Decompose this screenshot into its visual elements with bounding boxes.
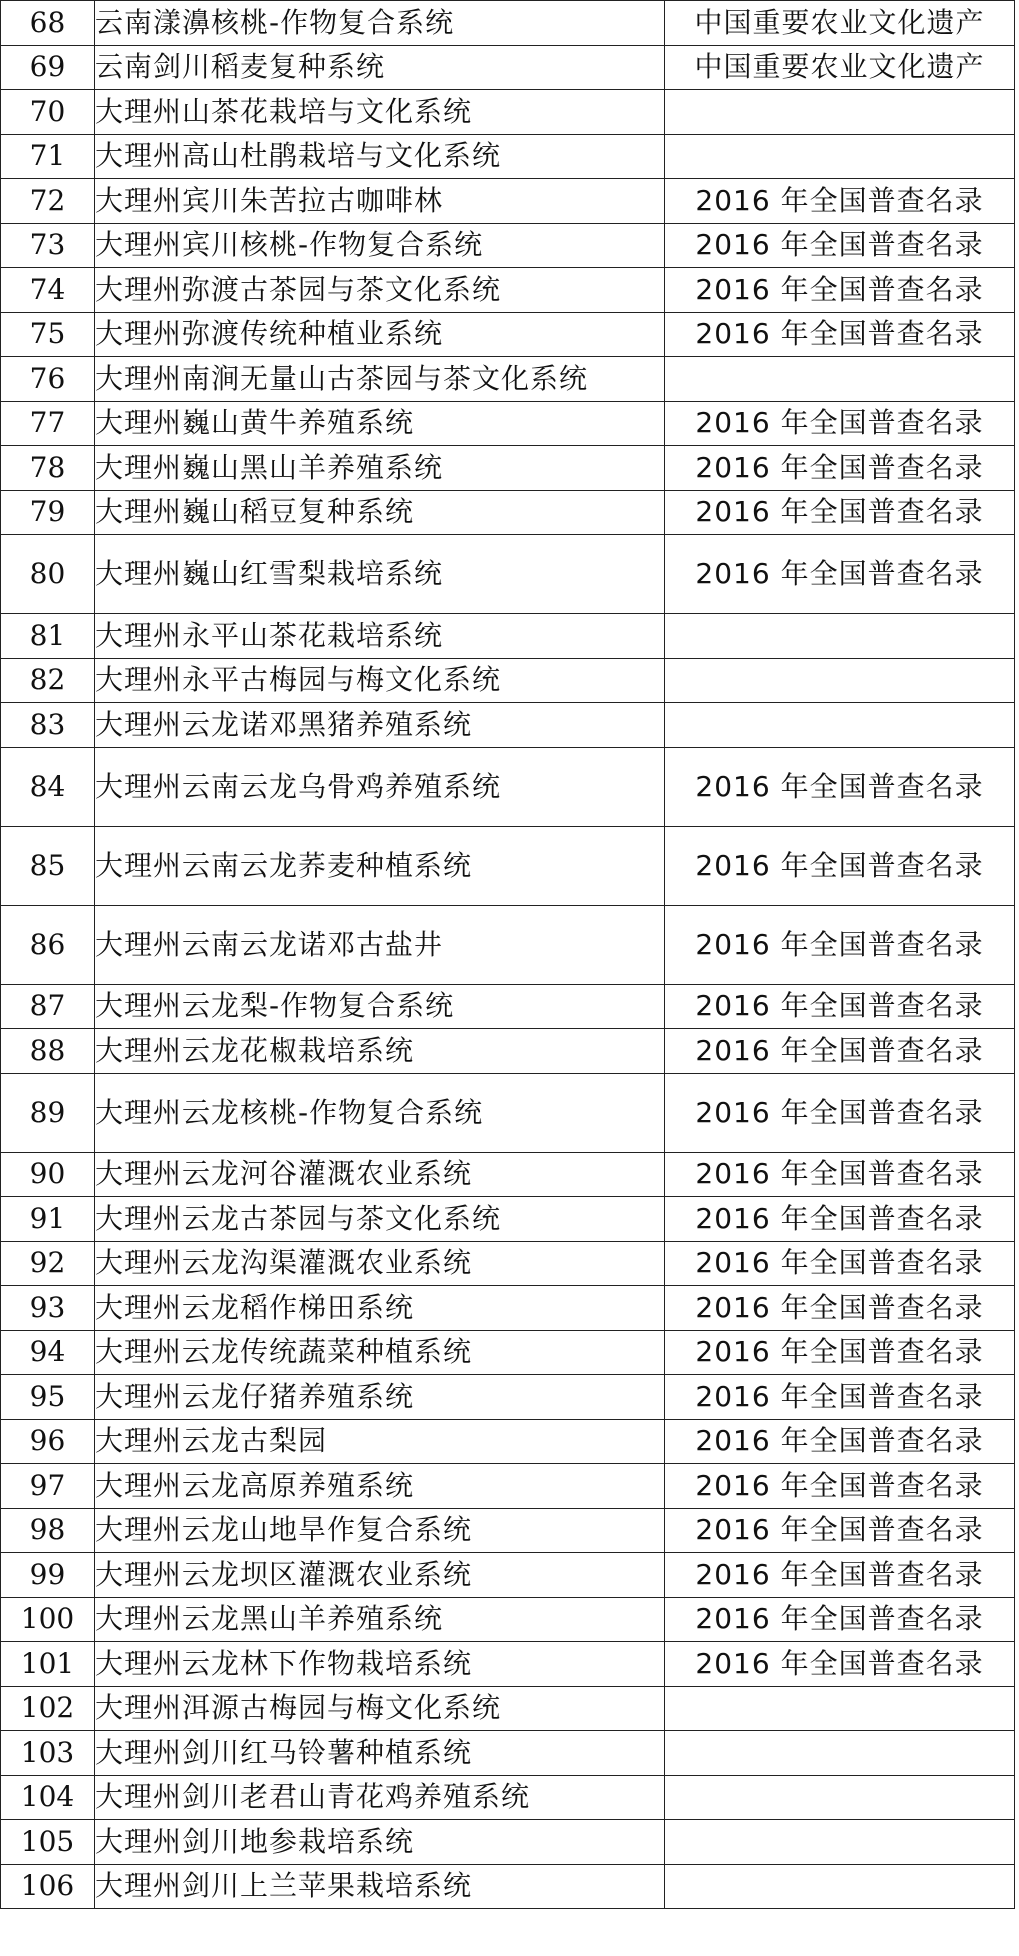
status-cell: 2016 年全国普查名录 <box>665 1197 1015 1242</box>
status-cell <box>665 703 1015 748</box>
table-row <box>1 1642 1015 1687</box>
system-name-cell: 大理州云南云龙荞麦种植系统 <box>95 826 665 905</box>
row-number-cell: 72 <box>1 179 95 224</box>
system-name-cell: 大理州云龙高原养殖系统 <box>95 1464 665 1509</box>
system-name-cell: 大理州巍山黄牛养殖系统 <box>95 401 665 446</box>
table-row <box>1 1 1015 46</box>
row-number-cell: 76 <box>1 357 95 402</box>
row-number-cell: 71 <box>1 134 95 179</box>
row-number-cell: 80 <box>1 535 95 614</box>
row-number-cell: 96 <box>1 1419 95 1464</box>
status-cell: 2016 年全国普查名录 <box>665 1073 1015 1152</box>
table-row <box>1 1553 1015 1598</box>
row-number-cell: 106 <box>1 1864 95 1909</box>
status-cell: 2016 年全国普查名录 <box>665 401 1015 446</box>
table-row <box>1 134 1015 179</box>
table-row <box>1 268 1015 313</box>
table-row <box>1 984 1015 1029</box>
row-number-cell: 73 <box>1 223 95 268</box>
row-number-cell: 100 <box>1 1597 95 1642</box>
row-number-cell: 102 <box>1 1686 95 1731</box>
status-cell <box>665 357 1015 402</box>
table-row <box>1 1775 1015 1820</box>
table-row <box>1 1508 1015 1553</box>
row-number-cell: 82 <box>1 658 95 703</box>
status-cell <box>665 1820 1015 1865</box>
row-number-cell: 99 <box>1 1553 95 1598</box>
row-number-cell: 87 <box>1 984 95 1029</box>
row-number-cell: 81 <box>1 614 95 659</box>
system-name-cell: 大理州云龙黑山羊养殖系统 <box>95 1597 665 1642</box>
table-row <box>1 401 1015 446</box>
table-row <box>1 1029 1015 1074</box>
system-name-cell: 大理州云龙古茶园与茶文化系统 <box>95 1197 665 1242</box>
status-cell: 2016 年全国普查名录 <box>665 1029 1015 1074</box>
status-cell: 2016 年全国普查名录 <box>665 1553 1015 1598</box>
table-row <box>1 535 1015 614</box>
table-row <box>1 223 1015 268</box>
row-number-cell: 88 <box>1 1029 95 1074</box>
status-cell: 2016 年全国普查名录 <box>665 905 1015 984</box>
system-name-cell: 大理州巍山红雪梨栽培系统 <box>95 535 665 614</box>
table-row <box>1 45 1015 90</box>
table-row <box>1 1330 1015 1375</box>
status-cell: 2016 年全国普查名录 <box>665 535 1015 614</box>
system-name-cell: 大理州弥渡古茶园与茶文化系统 <box>95 268 665 313</box>
table-row <box>1 90 1015 135</box>
row-number-cell: 95 <box>1 1375 95 1420</box>
status-cell: 2016 年全国普查名录 <box>665 1241 1015 1286</box>
system-name-cell: 大理州山茶花栽培与文化系统 <box>95 90 665 135</box>
row-number-cell: 85 <box>1 826 95 905</box>
status-cell: 2016 年全国普查名录 <box>665 1464 1015 1509</box>
table-row <box>1 1375 1015 1420</box>
row-number-cell: 77 <box>1 401 95 446</box>
system-name-cell: 大理州永平山茶花栽培系统 <box>95 614 665 659</box>
system-name-cell: 大理州巍山稻豆复种系统 <box>95 490 665 535</box>
row-number-cell: 79 <box>1 490 95 535</box>
table-row <box>1 179 1015 224</box>
status-cell: 2016 年全国普查名录 <box>665 1152 1015 1197</box>
status-cell <box>665 614 1015 659</box>
system-name-cell: 云南漾濞核桃-作物复合系统 <box>95 1 665 46</box>
row-number-cell: 103 <box>1 1731 95 1776</box>
system-name-cell: 大理州云龙坝区灌溉农业系统 <box>95 1553 665 1598</box>
status-cell <box>665 658 1015 703</box>
table-row <box>1 446 1015 491</box>
row-number-cell: 101 <box>1 1642 95 1687</box>
status-cell: 2016 年全国普查名录 <box>665 1508 1015 1553</box>
status-cell <box>665 1686 1015 1731</box>
table-row <box>1 357 1015 402</box>
status-cell: 2016 年全国普查名录 <box>665 826 1015 905</box>
status-cell: 2016 年全国普查名录 <box>665 490 1015 535</box>
system-name-cell: 大理州高山杜鹃栽培与文化系统 <box>95 134 665 179</box>
table-row <box>1 1597 1015 1642</box>
system-name-cell: 大理州云龙传统蔬菜种植系统 <box>95 1330 665 1375</box>
table-row <box>1 747 1015 826</box>
table-row <box>1 1820 1015 1865</box>
status-cell: 2016 年全国普查名录 <box>665 1597 1015 1642</box>
status-cell <box>665 1775 1015 1820</box>
row-number-cell: 83 <box>1 703 95 748</box>
status-cell: 2016 年全国普查名录 <box>665 1375 1015 1420</box>
table-row <box>1 1864 1015 1909</box>
status-cell <box>665 1864 1015 1909</box>
system-name-cell: 大理州云龙河谷灌溉农业系统 <box>95 1152 665 1197</box>
system-name-cell: 云南剑川稻麦复种系统 <box>95 45 665 90</box>
row-number-cell: 86 <box>1 905 95 984</box>
row-number-cell: 78 <box>1 446 95 491</box>
system-name-cell: 大理州云南云龙乌骨鸡养殖系统 <box>95 747 665 826</box>
system-name-cell: 大理州云龙梨-作物复合系统 <box>95 984 665 1029</box>
status-cell: 2016 年全国普查名录 <box>665 747 1015 826</box>
table-row <box>1 1419 1015 1464</box>
status-cell <box>665 1731 1015 1776</box>
row-number-cell: 93 <box>1 1286 95 1331</box>
table-row <box>1 703 1015 748</box>
system-name-cell: 大理州云龙沟渠灌溉农业系统 <box>95 1241 665 1286</box>
system-name-cell: 大理州云龙林下作物栽培系统 <box>95 1642 665 1687</box>
status-cell <box>665 134 1015 179</box>
system-name-cell: 大理州巍山黑山羊养殖系统 <box>95 446 665 491</box>
system-name-cell: 大理州云南云龙诺邓古盐井 <box>95 905 665 984</box>
system-name-cell: 大理州云龙古梨园 <box>95 1419 665 1464</box>
status-cell <box>665 90 1015 135</box>
table-row <box>1 1464 1015 1509</box>
table-row <box>1 614 1015 659</box>
row-number-cell: 84 <box>1 747 95 826</box>
row-number-cell: 75 <box>1 312 95 357</box>
table-row <box>1 1731 1015 1776</box>
status-cell: 2016 年全国普查名录 <box>665 1286 1015 1331</box>
status-cell: 2016 年全国普查名录 <box>665 312 1015 357</box>
status-cell: 2016 年全国普查名录 <box>665 179 1015 224</box>
system-name-cell: 大理州云龙山地旱作复合系统 <box>95 1508 665 1553</box>
status-cell: 2016 年全国普查名录 <box>665 1642 1015 1687</box>
row-number-cell: 68 <box>1 1 95 46</box>
table-row <box>1 1241 1015 1286</box>
row-number-cell: 97 <box>1 1464 95 1509</box>
system-name-cell: 大理州云龙花椒栽培系统 <box>95 1029 665 1074</box>
status-cell: 2016 年全国普查名录 <box>665 984 1015 1029</box>
system-name-cell: 大理州永平古梅园与梅文化系统 <box>95 658 665 703</box>
table-body <box>1 1 1015 1909</box>
row-number-cell: 74 <box>1 268 95 313</box>
status-cell: 2016 年全国普查名录 <box>665 446 1015 491</box>
system-name-cell: 大理州剑川红马铃薯种植系统 <box>95 1731 665 1776</box>
table-row <box>1 905 1015 984</box>
status-cell: 2016 年全国普查名录 <box>665 223 1015 268</box>
status-cell: 中国重要农业文化遗产 <box>665 45 1015 90</box>
status-cell: 2016 年全国普查名录 <box>665 1419 1015 1464</box>
row-number-cell: 91 <box>1 1197 95 1242</box>
row-number-cell: 105 <box>1 1820 95 1865</box>
table-row <box>1 1152 1015 1197</box>
system-name-cell: 大理州剑川上兰苹果栽培系统 <box>95 1864 665 1909</box>
system-name-cell: 大理州云龙核桃-作物复合系统 <box>95 1073 665 1152</box>
row-number-cell: 90 <box>1 1152 95 1197</box>
row-number-cell: 70 <box>1 90 95 135</box>
row-number-cell: 69 <box>1 45 95 90</box>
row-number-cell: 104 <box>1 1775 95 1820</box>
system-name-cell: 大理州剑川老君山青花鸡养殖系统 <box>95 1775 665 1820</box>
status-cell: 2016 年全国普查名录 <box>665 268 1015 313</box>
table-row <box>1 658 1015 703</box>
system-name-cell: 大理州南涧无量山古茶园与茶文化系统 <box>95 357 665 402</box>
status-cell: 中国重要农业文化遗产 <box>665 1 1015 46</box>
row-number-cell: 94 <box>1 1330 95 1375</box>
system-name-cell: 大理州云龙诺邓黑猪养殖系统 <box>95 703 665 748</box>
row-number-cell: 89 <box>1 1073 95 1152</box>
row-number-cell: 92 <box>1 1241 95 1286</box>
table-row <box>1 826 1015 905</box>
table-row <box>1 1073 1015 1152</box>
table-row <box>1 1197 1015 1242</box>
table-row <box>1 1686 1015 1731</box>
table-row <box>1 312 1015 357</box>
system-name-cell: 大理州洱源古梅园与梅文化系统 <box>95 1686 665 1731</box>
table-row <box>1 1286 1015 1331</box>
system-name-cell: 大理州宾川核桃-作物复合系统 <box>95 223 665 268</box>
table-row <box>1 490 1015 535</box>
status-cell: 2016 年全国普查名录 <box>665 1330 1015 1375</box>
system-name-cell: 大理州宾川朱苦拉古咖啡林 <box>95 179 665 224</box>
system-name-cell: 大理州剑川地参栽培系统 <box>95 1820 665 1865</box>
system-name-cell: 大理州弥渡传统种植业系统 <box>95 312 665 357</box>
row-number-cell: 98 <box>1 1508 95 1553</box>
system-name-cell: 大理州云龙仔猪养殖系统 <box>95 1375 665 1420</box>
system-name-cell: 大理州云龙稻作梯田系统 <box>95 1286 665 1331</box>
